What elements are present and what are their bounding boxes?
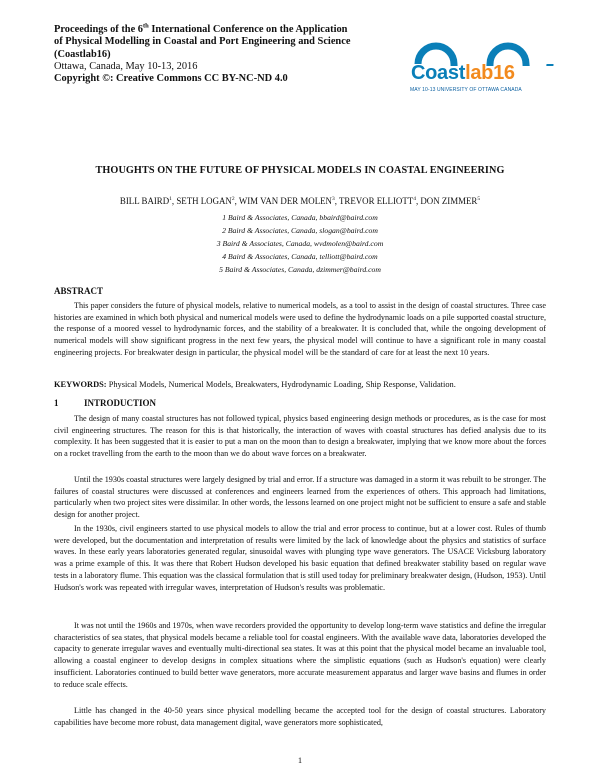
abstract-heading: ABSTRACT <box>54 286 104 296</box>
body-paragraph: The design of many coastal structures has not followed typical, physics based engineering design methods or procedures, as is the case for most civil engineering structures. The reason for this is that historically, the interaction of waves with coastal structures has defied analysis due to its complexity. It has been suggested that it is easier to put a man on the moon than to design a breakwater, implying that we know more about the forces on a rocket travelling from the earth to the moon than we do about wave forces on a breakwater. <box>54 414 546 459</box>
affiliation-line: 4 Baird & Associates, Canada, telliott@baird.com <box>222 252 378 261</box>
keywords-line <box>54 380 546 389</box>
affiliation-line: 5 Baird & Associates, Canada, dzimmer@baird.com <box>219 265 381 274</box>
affiliation-line: 2 Baird & Associates, Canada, slogan@baird.com <box>222 226 378 235</box>
author <box>420 196 480 206</box>
author-name: WIM VAN DER MOLEN <box>238 196 332 206</box>
author-name: BILL BAIRD <box>119 196 170 206</box>
keywords-text: Physical Models, Numerical Models, Breakwaters, Hydrodynamic Loading, Ship Response, Validation. <box>106 380 456 389</box>
section-number: 1 <box>54 398 59 408</box>
author-name: SETH LOGAN <box>176 196 232 206</box>
body-paragraph: Little has changed in the 40-50 years since physical modelling became the accepted tool for the design of coastal structures. Laboratory capabilities have become more robust, data management digital, wave generators more sophisticated, <box>54 706 546 727</box>
author-sup: 4 <box>413 196 416 203</box>
wave-graphic <box>408 26 558 66</box>
author-sup: 2 <box>231 196 235 203</box>
section-title: INTRODUCTION <box>84 398 157 408</box>
proceedings-header <box>54 24 384 85</box>
proceedings-line2: of Physical Modelling in Coastal and Port Engineering and Science <box>54 36 351 48</box>
author-sep: , <box>415 196 421 206</box>
body-paragraph: It was not until the 1960s and 1970s, when wave recorders provided the opportunity to develop long-term wave statistics and define the irregular characteristics of sea states, that physical models became a reliable tool for coastal engineers. With the available wave data, laboratories developed the capacity to generate irregular waves and eventually multi-directional sea states. It was at this point that the physical model became an invaluable tool, allowing a coastal engineer to develop designs in complex situations where the simplistic equations (such as Hudson's equation) were clearly insufficient. Laboratories continued to build better wave generators, more accurate measurement apparatus and larger wave basins and flumes in order to reduce scale effects. <box>54 621 546 689</box>
author <box>339 196 420 206</box>
body-paragraph: Until the 1930s coastal structures were largely designed by trial and error. If a structure was damaged in a storm it was rebuilt to be stronger. The failures of coastal structures were discussed at conferences and engineers learned from the experiences of others. This approach had limitations, particularly when two project sites were dissimilar. In other words, the lessons learned on one project might not be sufficient to ensure a safe and stable design for another project. <box>54 475 546 520</box>
affiliation-line: 3 Baird & Associates, Canada, wvdmolen@baird.com <box>216 239 384 248</box>
body-paragraph: In the 1930s, civil engineers started to use physical models to allow the trial and error process to continue, but at a lower cost. Rules of thumb were developed, but the documentation and interpretation of results were limited by the lack of knowledge about the physics and statistics of surface waves. In these early years laboratories generated regular, sinusoidal waves with plunging type wave generators. The USACE Vicksburg laboratory was a prime example of this. It was there that Robert Hudson developed his basic equation that defined breakwater stability based on regular wave tests in a laboratory flume. This equation was the classical formulation that is still used today for preliminary breakwater design, (Hudson, 1953). Until Hudson's work was repeated with irregular waves, interpretation of Hudson's results was problematic. <box>54 524 546 592</box>
author <box>176 196 239 206</box>
author-name: DON ZIMMER <box>420 196 478 206</box>
page-number: 1 <box>297 755 303 765</box>
proceedings-line1: Proceedings of the 6 <box>54 24 143 35</box>
coastlab-logo <box>408 26 558 98</box>
logo-word-lab16: lab16 <box>465 62 515 84</box>
author-sep: , <box>234 196 239 206</box>
conference-location: Ottawa, Canada, May 10-13, 2016 <box>54 60 198 72</box>
proceedings-sup: th <box>142 22 149 30</box>
author-name: TREVOR ELLIOTT <box>338 196 414 206</box>
abstract-text: This paper considers the future of physical models, relative to numerical models, as a tool to assist in the design of coastal structures. Three case histories are examined in which both physical and numerical models were used to define the hydrodynamic loads on a pile supported coastal structure, the response of a moored vessel to hydrodynamic forces, and the stability of a breakwater. It is concluded that, while the ongoing development of numerical models will show significant progress in the next few years, the physical model will continue to have a significant role in many coastal engineering projects. For breakwater design in particular, the physical model will be the standard of care for at least the next 10 years. <box>54 301 546 357</box>
copyright-notice: Copyright ©: Creative Commons CC BY-NC-ND 4.0 <box>54 73 288 85</box>
keywords-label: KEYWORDS: <box>54 380 107 389</box>
author-sep: , <box>171 196 177 206</box>
paper-title: THOUGHTS ON THE FUTURE OF PHYSICAL MODELS IN COASTAL ENGINEERING <box>95 165 505 176</box>
author-sup: 3 <box>331 196 335 203</box>
author-list <box>0 196 600 206</box>
section-heading-introduction <box>54 398 156 408</box>
author-sep: , <box>334 196 339 206</box>
proceedings-title <box>54 24 384 36</box>
author-sup: 5 <box>477 196 481 203</box>
logo-word-coast: Coast <box>411 62 466 84</box>
affiliation-line: 1 Baird & Associates, Canada, bbaird@baird.com <box>222 213 378 222</box>
author-sup: 1 <box>169 196 172 203</box>
author <box>120 196 176 206</box>
proceedings-line1b: International Conference on the Application <box>148 24 348 35</box>
logo-wordmark <box>411 62 515 85</box>
proceedings-line3: (Coastlab16) <box>54 48 111 60</box>
logo-tagline: MAY 10-13 UNIVERSITY OF OTTAWA CANADA <box>410 87 522 93</box>
author <box>239 196 339 206</box>
